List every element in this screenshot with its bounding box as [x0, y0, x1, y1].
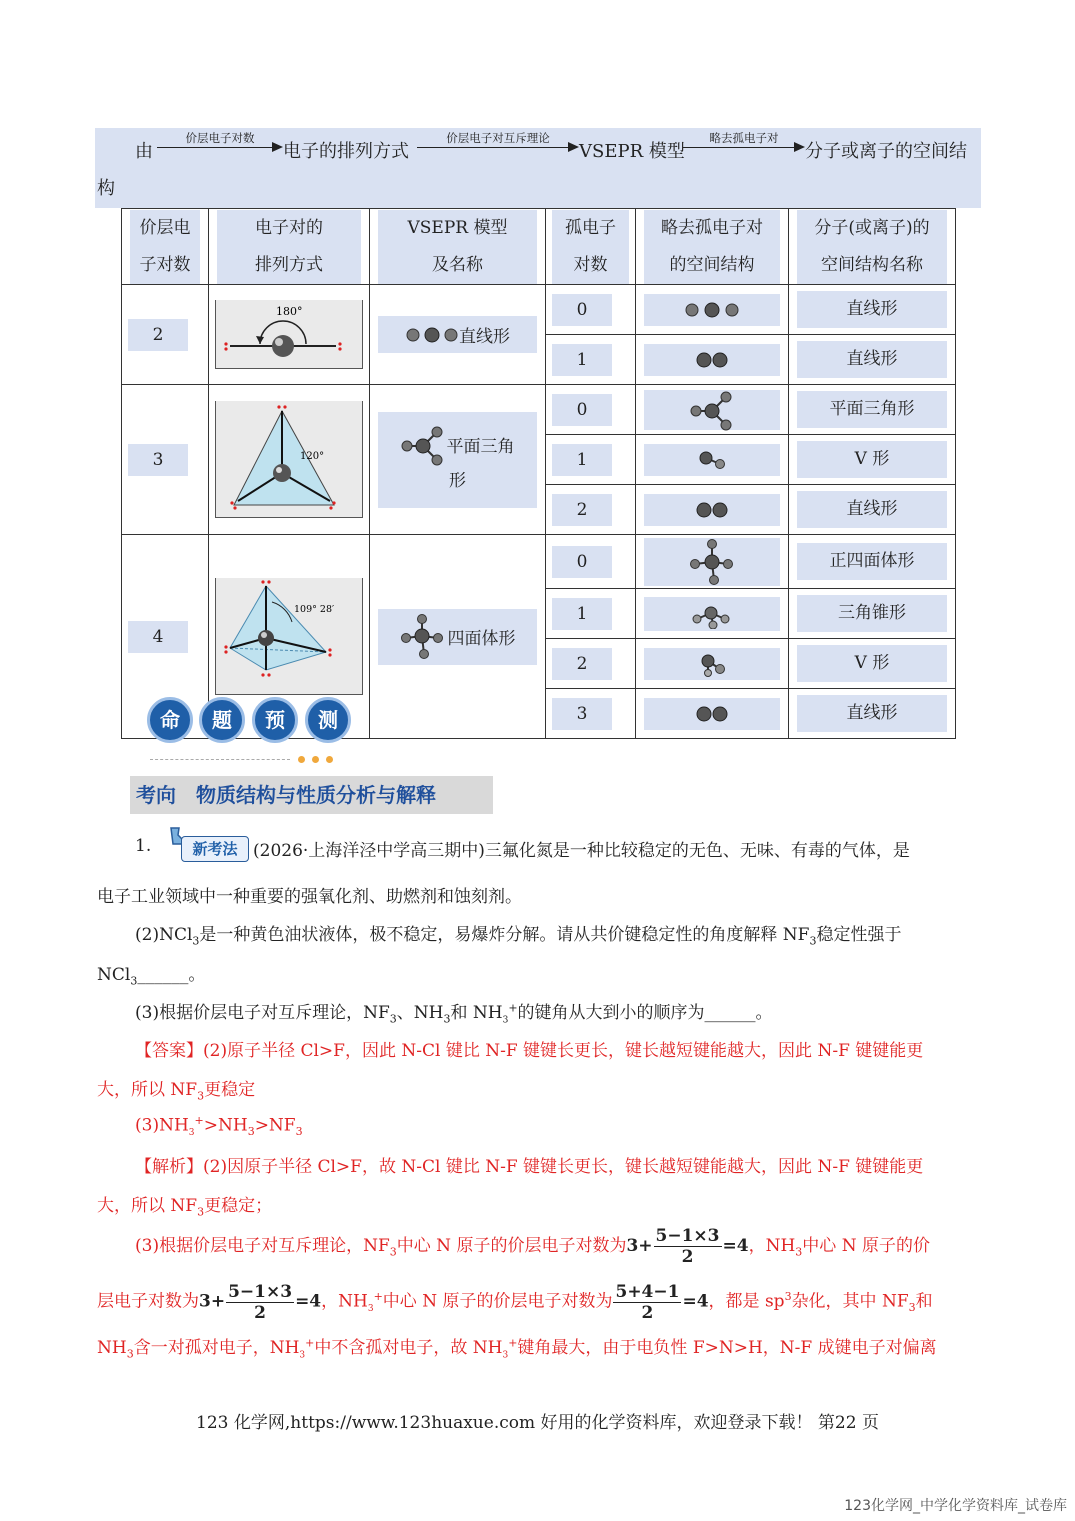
- table-header-row: [122, 209, 956, 285]
- section-badge: 题: [199, 697, 245, 743]
- linear-molecule-icon: [644, 294, 780, 326]
- model-name: 直线形: [459, 327, 510, 347]
- bent-molecule-icon: [644, 648, 780, 680]
- header-cell: 电子对的 排列方式: [209, 209, 370, 285]
- section-title: 考向 物质结构与性质分析与解释: [130, 776, 493, 814]
- header-cell: 略去孤电子对 的空间结构: [636, 209, 789, 285]
- header-cell: 分子(或离子)的 空间结构名称: [789, 209, 956, 285]
- shape-name: 直线形: [797, 491, 947, 528]
- flow-banner: [95, 128, 981, 208]
- question-number: 1.: [135, 836, 152, 856]
- flow-arrow-2-label: 价层电子对互斥理论: [446, 131, 550, 145]
- answer-line: 大，所以 $NF_3$更稳定: [97, 1080, 256, 1103]
- section-badge: 命: [147, 697, 193, 743]
- flow-step-2: VSEPR 模型: [579, 141, 685, 162]
- table-row: [122, 385, 956, 435]
- fraction: $\frac{5+4-1}{2}$: [615, 1281, 680, 1323]
- trigonal-planar-molecule-icon: [401, 424, 447, 466]
- table-row: [122, 285, 956, 335]
- diatomic-molecule-icon: [644, 344, 780, 376]
- question-part-2: (2)NCl$_3$是一种黄色油状液体，极不稳定，易爆炸分解。请从共价键稳定性的角度解释 $NF_3$稳定性强于: [135, 925, 902, 948]
- lone-pair-count: 2: [552, 648, 612, 680]
- analysis-line: $NH_3$含一对孤对电子，$NH_3^+$中不含孤对电子，故 $NH_3^+$键角最大，由于电负性 F>N>H，N-F 成键电子对偏离: [97, 1336, 937, 1361]
- shape-name: 直线形: [797, 341, 947, 378]
- diatomic-molecule-icon: [644, 494, 780, 526]
- tetrahedral-molecule-icon: [400, 614, 448, 660]
- question-line: 电子工业领域中一种重要的强氧化剂、助燃剂和蚀刻剂。: [97, 887, 522, 907]
- vsepr-table: [121, 208, 956, 739]
- flow-step-3: 分子或离子的空间结: [805, 141, 967, 162]
- flow-arrow-3: [683, 130, 805, 156]
- pair-count: 3: [128, 444, 188, 476]
- shape-name: 三角锥形: [797, 595, 947, 632]
- bent-molecule-icon: [644, 444, 780, 476]
- answer-line: $(3)NH_3^+>NH_3>NF_3$: [135, 1114, 303, 1139]
- analysis-line: (3)根据价层电子对互斥理论，$NF_3$中心 N 原子的价层电子对数为3+ $\frac{5-1\times 3}{2}$ =4，$NH_3$中心 N 原子的价: [135, 1226, 930, 1267]
- flow-step-1: 电子的排列方式: [283, 141, 409, 162]
- section-badge: 测: [305, 697, 351, 743]
- answer-line: 【答案】(2)原子半径 Cl>F，因此 N-Cl 键比 N-F 键键长更长，键长越短键能越大，因此 N-F 键键能更: [135, 1041, 924, 1061]
- header-cell: 孤电子 对数: [546, 209, 636, 285]
- model-name: 四面体形: [447, 629, 516, 649]
- flow-arrow-2: [417, 130, 579, 156]
- lone-pair-count: 3: [552, 698, 612, 730]
- trigonal-planar-arrangement-diagram: [215, 401, 363, 518]
- lone-pair-count: 0: [552, 394, 612, 426]
- analysis-line: 层电子对数为3+ $\frac{5-1\times 3}{2}$ =4，$NH_3^+$中心 N 原子的价层电子对数为 $\frac{5+4-1}{2}$ =4，都是 $sp^3$杂化，其中 $NF_3$和: [97, 1281, 933, 1323]
- flow-start: 由: [135, 141, 153, 162]
- question-part-2-cont: NCl$_3$______。: [97, 965, 206, 988]
- divider: [150, 759, 290, 760]
- shape-name: 平面三角形: [797, 391, 947, 428]
- lone-pair-count: 1: [552, 444, 612, 476]
- shape-name: 直线形: [797, 291, 947, 328]
- model-name: 平面三角: [446, 437, 515, 457]
- shape-name: V 形: [797, 645, 947, 682]
- linear-arrangement-diagram: [215, 300, 363, 369]
- flow-arrow-3-label: 略去孤电子对: [709, 131, 779, 145]
- pair-count: 4: [128, 621, 188, 653]
- angle-label: 120°: [300, 451, 325, 462]
- lone-pair-count: 2: [552, 494, 612, 526]
- pair-count: 2: [128, 319, 188, 351]
- dot-icon: [298, 756, 305, 763]
- section-badge: 预: [252, 697, 298, 743]
- page-footer: 123 化学网,https://www.123huaxue.com 好用的化学资料库，欢迎登录下载！ 第22 页: [196, 1413, 879, 1433]
- trigonal-pyramidal-molecule-icon: [644, 597, 780, 631]
- arrow-head-icon: [794, 142, 805, 152]
- arrow-head-icon: [272, 142, 283, 152]
- trigonal-planar-molecule-icon: [644, 390, 780, 430]
- vsepr-model-cell: [378, 316, 537, 353]
- linear-molecule-icon: [405, 325, 459, 345]
- lone-pair-count: 0: [552, 294, 612, 326]
- shape-name: V 形: [797, 441, 947, 478]
- shape-name: 直线形: [797, 695, 947, 732]
- lone-pair-count: 1: [552, 344, 612, 376]
- lone-pair-count: 0: [552, 546, 612, 578]
- dot-icon: [312, 756, 319, 763]
- question-part-3: (3)根据价层电子对互斥理论，$NF_3$、$NH_3$和 $NH_3^+$的键角从大到小的顺序为______。: [135, 1001, 773, 1026]
- vsepr-model-cell: [378, 412, 537, 508]
- analysis-line: 大，所以 $NF_3$更稳定；: [97, 1196, 273, 1219]
- lone-pair-count: 1: [552, 598, 612, 630]
- watermark: 123化学网_中学化学资料库_试卷库: [844, 1498, 1067, 1514]
- question-line: (2026·上海洋泾中学高三期中)三氟化氮是一种比较稳定的无色、无味、有毒的气体，是: [253, 841, 910, 861]
- angle-label: 109° 28′: [294, 604, 335, 615]
- angle-label: 180°: [276, 305, 303, 318]
- flow-tail: 构: [97, 178, 115, 199]
- table-row: [122, 535, 956, 589]
- fraction: $\frac{5-1\times 3}{2}$: [228, 1281, 293, 1323]
- fraction: $\frac{5-1\times 3}{2}$: [655, 1226, 720, 1267]
- diatomic-molecule-icon: [644, 698, 780, 730]
- header-cell: VSEPR 模型 及名称: [370, 209, 546, 285]
- new-method-tag: 新考法: [165, 826, 249, 862]
- flow-arrow-1: [157, 130, 283, 156]
- vsepr-model-cell: [378, 609, 537, 665]
- flow-arrow-1-label: 价层电子对数: [185, 131, 255, 145]
- shape-name: 正四面体形: [797, 543, 947, 580]
- model-name-cont: 形: [449, 470, 466, 491]
- dot-icon: [326, 756, 333, 763]
- tetrahedral-molecule-icon: [644, 538, 780, 586]
- arrow-head-icon: [568, 142, 579, 152]
- analysis-line: 【解析】(2)因原子半径 Cl>F，故 N-Cl 键比 N-F 键键长更长，键长越短键能越大，因此 N-F 键键能更: [135, 1157, 924, 1177]
- tetrahedral-arrangement-diagram: [215, 578, 363, 695]
- header-cell: 价层电 子对数: [122, 209, 209, 285]
